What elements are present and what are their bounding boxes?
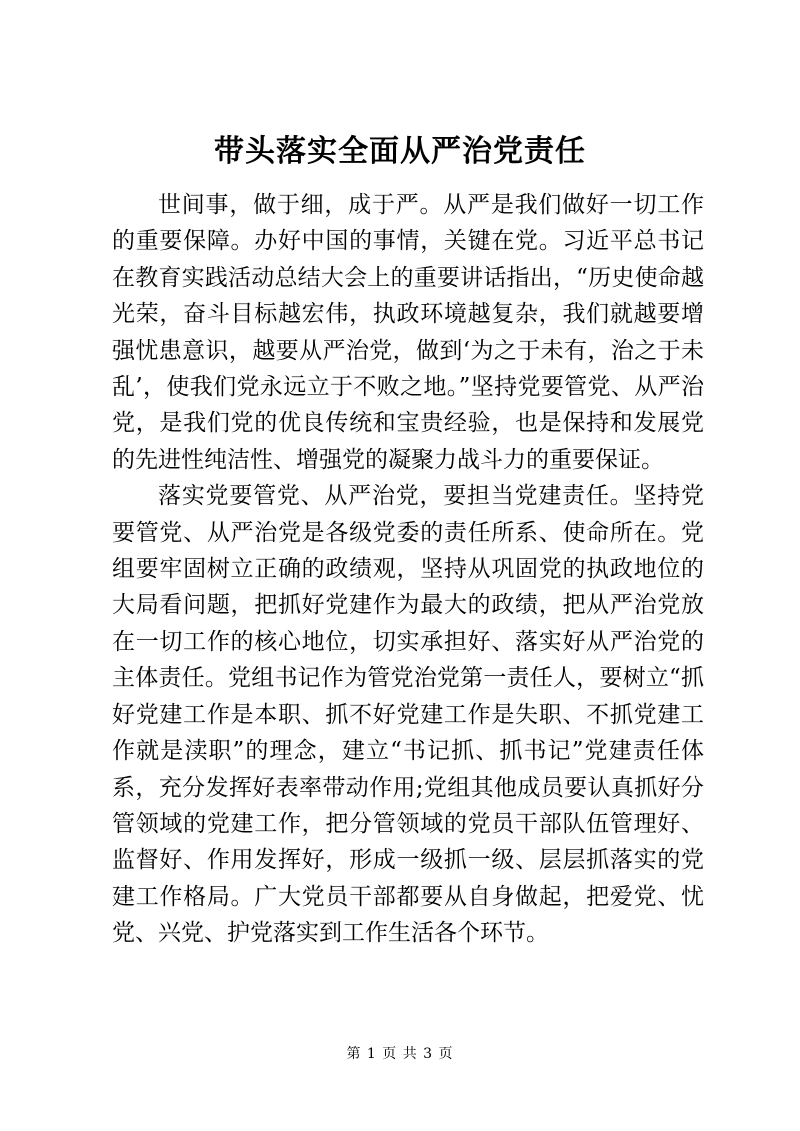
- document-body: [112, 187, 704, 952]
- paragraph-1: 世间事，做于细，成于严。从严是我们做好一切工作的重要保障。办好中国的事情，关键在党。习近平总书记在教育实践活动总结大会上的重要讲话指出，“历史使命越光荣，奋斗目标越宏伟，执政环境越复杂，我们就越要增强忧患意识，越要从严治党，做到‘为之于未有，治之于未乱’，使我们党永远立于不败之地。”坚持党要管党、从严治党，是我们党的优良传统和宝贵经验，也是保持和发展党的先进性纯洁性、增强党的凝聚力战斗力的重要保证。: [112, 192, 704, 473]
- page-title: 带头落实全面从严治党责任: [214, 134, 586, 169]
- paragraph-2: 落实党要管党、从严治党，要担当党建责任。坚持党要管党、从严治党是各级党委的责任所系、使命所在。党组要牢固树立正确的政绩观，坚持从巩固党的执政地位的大局看问题，把抓好党建作为最大的政绩，把从严治党放在一切工作的核心地位，切实承担好、落实好从严治党的主体责任。党组书记作为管党治党第一责任人，要树立“抓好党建工作是本职、抓不好党建工作是失职、不抓党建工作就是渎职”的理念，建立“书记抓、抓书记”党建责任体系，充分发挥好表率带动作用;党组其他成员要认真抓好分管领域的党建工作，把分管领域的党员干部队伍管理好、监督好、作用发挥好，形成一级抓一级、层层抓落实的党建工作格局。广大党员干部都要从自身做起，把爱党、忧党、兴党、护党落实到工作生活各个环节。: [112, 483, 704, 947]
- page-number-footer: 第 1 页 共 3 页: [346, 1046, 454, 1062]
